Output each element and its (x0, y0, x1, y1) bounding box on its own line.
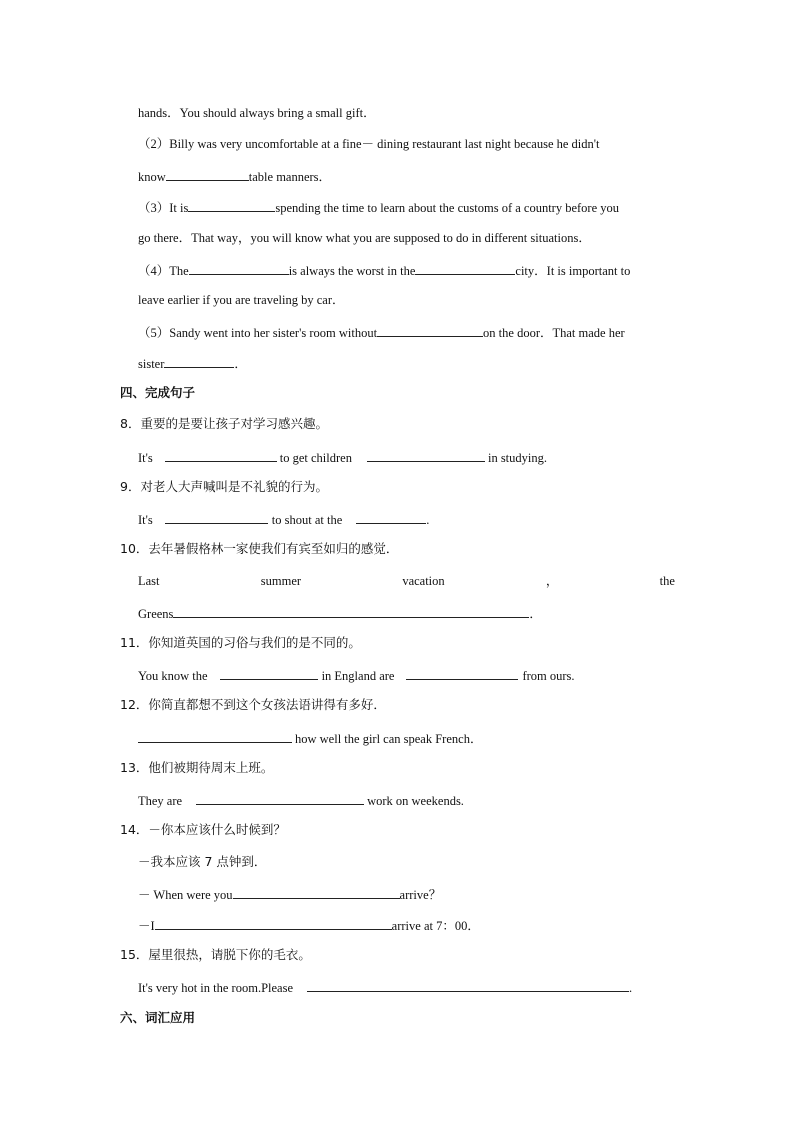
q10-answer-line2 (138, 604, 542, 622)
q9-blank-1[interactable] (165, 510, 268, 524)
q13-text-pre: They are (138, 794, 183, 808)
q8-blank-1[interactable] (165, 448, 277, 462)
q7-s5-line2 (138, 354, 247, 372)
q14-blank-2[interactable] (155, 916, 392, 930)
q11-text-post: from ours. (522, 669, 575, 683)
q7-s3-line1 (138, 198, 619, 216)
q13-text-post: work on weekends. (367, 794, 464, 808)
q10-answer-line1 (138, 573, 675, 589)
q11-blank-1[interactable] (220, 666, 318, 680)
q7-s4-blank-2[interactable] (415, 261, 515, 275)
q15-answer-line (138, 978, 632, 996)
q11-blank-2[interactable] (406, 666, 518, 680)
q13-answer-line (138, 791, 464, 809)
q7-s4-text-post: city．It is important to (515, 264, 631, 278)
q10-comma: ， (545, 574, 559, 588)
q7-s2-line2 (138, 167, 331, 185)
q14-text-post1: arrive？ (399, 888, 442, 902)
q10-blank[interactable] (173, 604, 529, 618)
q7-s2-text-post: table manners． (248, 170, 332, 184)
q13-prompt: 13．他们被期待周末上班。 (120, 760, 274, 775)
q10-word-last: Last (138, 574, 160, 588)
q10-text-greens: Greens (138, 607, 174, 621)
q9-text-mid: to shout at the (271, 513, 343, 527)
q7-s3-blank[interactable] (188, 198, 275, 212)
q7-s2-line1: （2）Billy was very uncomfortable at a fine－ dining restaurant last night because he didn't (138, 137, 600, 151)
q8-text-pre: It's (138, 451, 153, 465)
q15-blank[interactable] (307, 978, 629, 992)
q7-s5-blank-1[interactable] (377, 323, 483, 337)
q15-text-post: . (629, 981, 633, 995)
q10-prompt: 10．去年暑假格林一家使我们有宾至如归的感觉． (120, 541, 399, 556)
q14-prompt-2: －我本应该 7 点钟到． (138, 854, 267, 869)
q15-prompt: 15．屋里很热，请脱下你的毛衣。 (120, 947, 311, 962)
q15-text-pre: It's very hot in the room.Please (138, 981, 293, 995)
q14-blank-1[interactable] (233, 885, 400, 899)
q14-text-pre1: － When were you (138, 888, 233, 902)
q14-text-pre2: －I (138, 919, 155, 933)
q11-text-pre: You know the (138, 669, 208, 683)
q7-s5-line1 (138, 323, 625, 341)
q8-blank-2[interactable] (367, 448, 485, 462)
q11-prompt: 11．你知道英国的习俗与我们的是不同的。 (120, 635, 361, 650)
section-title-6: 六、词汇应用 (120, 1010, 196, 1025)
q7-s4-blank-1[interactable] (189, 261, 289, 275)
q7-s5-text-post2: ． (234, 357, 247, 371)
q8-text-post: in studying. (487, 451, 548, 465)
q7-s4-line2: leave earlier if you are traveling by car． (138, 293, 345, 307)
q14-text-post2: arrive at 7：00． (391, 919, 480, 933)
q12-text-post: how well the girl can speak French． (295, 732, 483, 746)
q7-s3-line2: go there．That way，you will know what you are supposed to do in different situations． (138, 231, 591, 245)
q8-prompt: 8．重要的是要让孩子对学习感兴趣。 (120, 416, 328, 431)
q14-answer-line1 (138, 885, 441, 903)
q7-s4-text-mid: is always the worst in the (288, 264, 416, 278)
q9-text-post: . (426, 513, 430, 527)
q9-answer-line (138, 510, 429, 528)
q7-s3-text-pre: （3）It is (138, 201, 189, 215)
q14-answer-line2 (138, 916, 480, 934)
q12-prompt: 12．你简直都想不到这个女孩法语讲得有多好． (120, 697, 386, 712)
q10-word-vacation: vacation (402, 574, 445, 588)
q8-answer-line (138, 448, 547, 466)
q7-s4-text-pre: （4）The (138, 264, 189, 278)
q8-text-mid: to get children (279, 451, 352, 465)
q10-word-summer: summer (260, 574, 302, 588)
q12-answer-line (138, 729, 482, 747)
q7-line-hands: hands．You should always bring a small gift． (138, 106, 376, 120)
q7-s2-text-pre: know (138, 170, 166, 184)
q7-s5-text-post: on the door．That made her (483, 326, 625, 340)
q10-text-post: ． (529, 607, 542, 621)
q7-s5-blank-2[interactable] (164, 354, 234, 368)
section-title-4: 四、完成句子 (120, 385, 196, 400)
q7-s5-text-pre: （5）Sandy went into her sister's room without (138, 326, 378, 340)
q7-s4-line1 (138, 261, 630, 279)
q9-prompt: 9．对老人大声喊叫是不礼貌的行为。 (120, 479, 328, 494)
q7-s2-blank[interactable] (166, 167, 249, 181)
q9-text-pre: It's (138, 513, 153, 527)
q7-s3-text-post: spending the time to learn about the customs of a country before you (275, 201, 620, 215)
q7-s5-text-pre2: sister (138, 357, 165, 371)
q11-answer-line (138, 666, 575, 684)
q14-prompt-1: 14．－你本应该什么时候到？ (120, 822, 286, 837)
q12-blank[interactable] (138, 729, 292, 743)
q9-blank-2[interactable] (356, 510, 426, 524)
q13-blank[interactable] (196, 791, 364, 805)
q10-word-the: the (659, 574, 675, 588)
q11-text-mid: in England are (321, 669, 395, 683)
